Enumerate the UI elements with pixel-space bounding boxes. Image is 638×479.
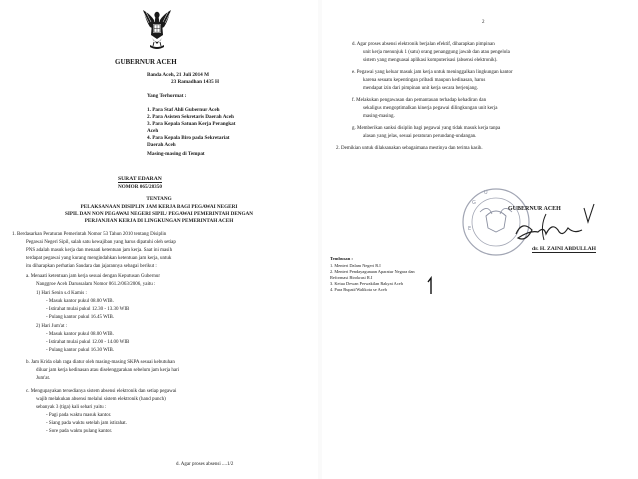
closing-paragraph: 2. Demikian untuk dilaksanakan sebagaimana mestinya dan terima kasih. [336, 146, 483, 151]
letter-page-1 [0, 0, 318, 479]
body-item-a: a. Menaati ketentuan jam kerja sesuai dengan Keputusan Gubernur [26, 274, 160, 279]
schedule-item: - Pulang kantor pukul 16.45 WIB. [46, 315, 115, 320]
body-line: sebanyak 3 (tiga) kali sehari yaitu : [36, 405, 107, 410]
garuda-emblem-icon [142, 8, 172, 54]
body-paragraph-1: 1. Berdasarkan Peraturan Pemerintah Nomor 53 Tahun 2010 tentang Disiplin [12, 232, 167, 237]
item-d: d. Agar proses absensi elektronik berjalan efektif, diharapkan pimpinan [352, 42, 495, 47]
recipient-label: Yang Terhormat : [147, 93, 187, 99]
body-line: Jum'at. [36, 376, 51, 381]
cc-label: Tembusan : [330, 256, 353, 261]
body-line: Nanggroe Aceh Darussalam Nomor 061.2/063/2006, yaitu : [36, 282, 156, 287]
absence-item: - Siang pada waktu setelah jam istirahat. [46, 421, 127, 426]
absence-item: - Sore pada waktu pulang kantor. [46, 429, 113, 434]
signatory-title: GUBERNUR ACEH [508, 206, 561, 212]
cc-item: 1. Menteri Dalam Negeri R.I [330, 263, 381, 268]
item-line: karena sesuatu kepentingan pribadi maupun kedinasan, harus [363, 78, 486, 83]
subject-line: PERJANJIAN KERJA DI LINGKUNGAN PEMERINTAH ACEH [84, 218, 234, 224]
subject-label: TENTANG [146, 196, 172, 202]
cc-item: 2. Menteri Pendayagunaan Aparatur Negara dan [330, 269, 415, 274]
recipient-item: Aceh [147, 128, 159, 134]
item-line: sistem yang menguasai aplikasi komputerisasi (absensi elektronik). [363, 58, 498, 63]
hijri-date: 23 Ramadhan 1435 H [171, 79, 219, 85]
item-e: e. Pegawai yang keluar masuk jam kerja untuk meninggalkan lingkungan kantor [352, 70, 513, 75]
body-line: Pegawai Negeri Sipil, salah satu kewajiban yang harus dipatuhi oleh setiap [26, 240, 176, 245]
item-line: sekaligus mengoptimalkan kinerja pegawai dilingkungan unit kerja [363, 106, 498, 111]
letter-number: NOMOR 065/28350 [118, 184, 162, 190]
body-line: terdapat pegawai yang kurang mengindahkan ketentuan jam kerja, untuk [26, 256, 172, 261]
item-line: alasan yang jelas, sesuai peraturan perundang-undangan. [363, 134, 477, 139]
absence-item: - Pagi pada waktu masuk kantor. [46, 413, 112, 418]
cc-item: 3. Ketua Dewan Perwakilan Rakyat Aceh [330, 281, 403, 286]
subject-line: SIPIL DAN NON PEGAWAI NEGERI SIPIL/ PEGAWAI PEMERINTAH DENGAN [64, 211, 254, 217]
svg-text:E: E [468, 226, 472, 232]
signatory-name: dr. H. ZAINI ABDULLAH [532, 246, 596, 252]
item-line: unit kerja menunjuk 1 (satu) orang penanggung jawab dan atau pengelola [363, 50, 510, 55]
item-f: f. Melakukan pengawasan dan pemantauan terhadap kehadiran dan [352, 98, 487, 103]
body-line: itu diharapkan perhatian Saudara dan jajarannya sebagai berikut : [26, 264, 157, 269]
schedule-item: - Istirahat mulai pukul 12.00 - 14.00 WIB [46, 340, 130, 345]
svg-text:G: G [472, 200, 476, 206]
body-line: PNS adalah masuk kerja dan menaati ketentuan jam kerja. Saat ini masih [26, 248, 173, 253]
body-item-b: b. Jam Krida olah raga diatur oleh masing-masing SKPA sesuai kebutuhan [26, 360, 175, 365]
cc-item: 4. Para Bupati/Walikota se Aceh [330, 287, 387, 292]
item-line: mendapat izin dari pimpinan unit kerja secara berjenjang. [363, 86, 478, 91]
item-g: g. Memberikan sanksi disiplin bagi pegawai yang tidak masuk kerja tanpa [352, 126, 501, 131]
letterhead-title: GUBERNUR ACEH [115, 58, 177, 66]
schedule-item: - Masuk kantor pukul 08.00 WIB. [46, 299, 114, 304]
recipient-item: 1. Para Staf Ahli Gubernur Aceh [147, 107, 220, 113]
recipient-item: 4. Para Kepala Biro pada Sekretariat [147, 135, 230, 141]
schedule-item: - Masuk kantor pukul 08.00 WIB. [46, 332, 114, 337]
cc-item: Reformasi Birokrasi R.I [330, 275, 373, 280]
recipient-location: Masing-masing di Tempat [147, 151, 205, 157]
body-line: diluar jam kerja kedinasan atau diselenggarakan sebelum jam kerja hari [36, 368, 180, 373]
subject-line: PELAKSANAAN DISIPLIN JAM KERJA BAGI PEGAWAI NEGERI [80, 204, 238, 210]
pen-mark-icon [426, 276, 436, 296]
schedule-item: - Pulang kantor pukul 16.30 WIB. [46, 348, 115, 353]
body-item-c: c. Mengupayakan tersedianya sistem absensi elektronik dan setiap pegawai [26, 389, 177, 394]
recipient-item: Daerah Aceh [147, 142, 176, 148]
body-line: wajib melakukan absensi melalui sistem elektronik (hand punch) [36, 397, 166, 402]
schedule-item: - Istirahat mulai pukul 12.30 - 13.30 WIB [46, 307, 130, 312]
schedule-heading: 2) Hari Jum'at : [36, 324, 68, 329]
recipient-item: 3. Para Kepala Satuan Kerja Perangkat [147, 121, 236, 127]
place-date: Banda Aceh, 21 Juli 2014 M [147, 72, 209, 78]
recipient-item: 2. Para Asisten Sekretaris Daerah Aceh [147, 114, 234, 120]
page-number: 2 [482, 20, 485, 25]
page-continuation-note: d. Agar proses absensi ....1/2 [176, 462, 234, 467]
svg-text:U: U [484, 190, 488, 196]
letter-page-2 [322, 0, 638, 479]
schedule-heading: 1) Hari Senin s.d Kamis : [36, 291, 87, 296]
item-line: masing-masing. [363, 114, 395, 119]
letter-type: SURAT EDARAN [118, 176, 162, 182]
